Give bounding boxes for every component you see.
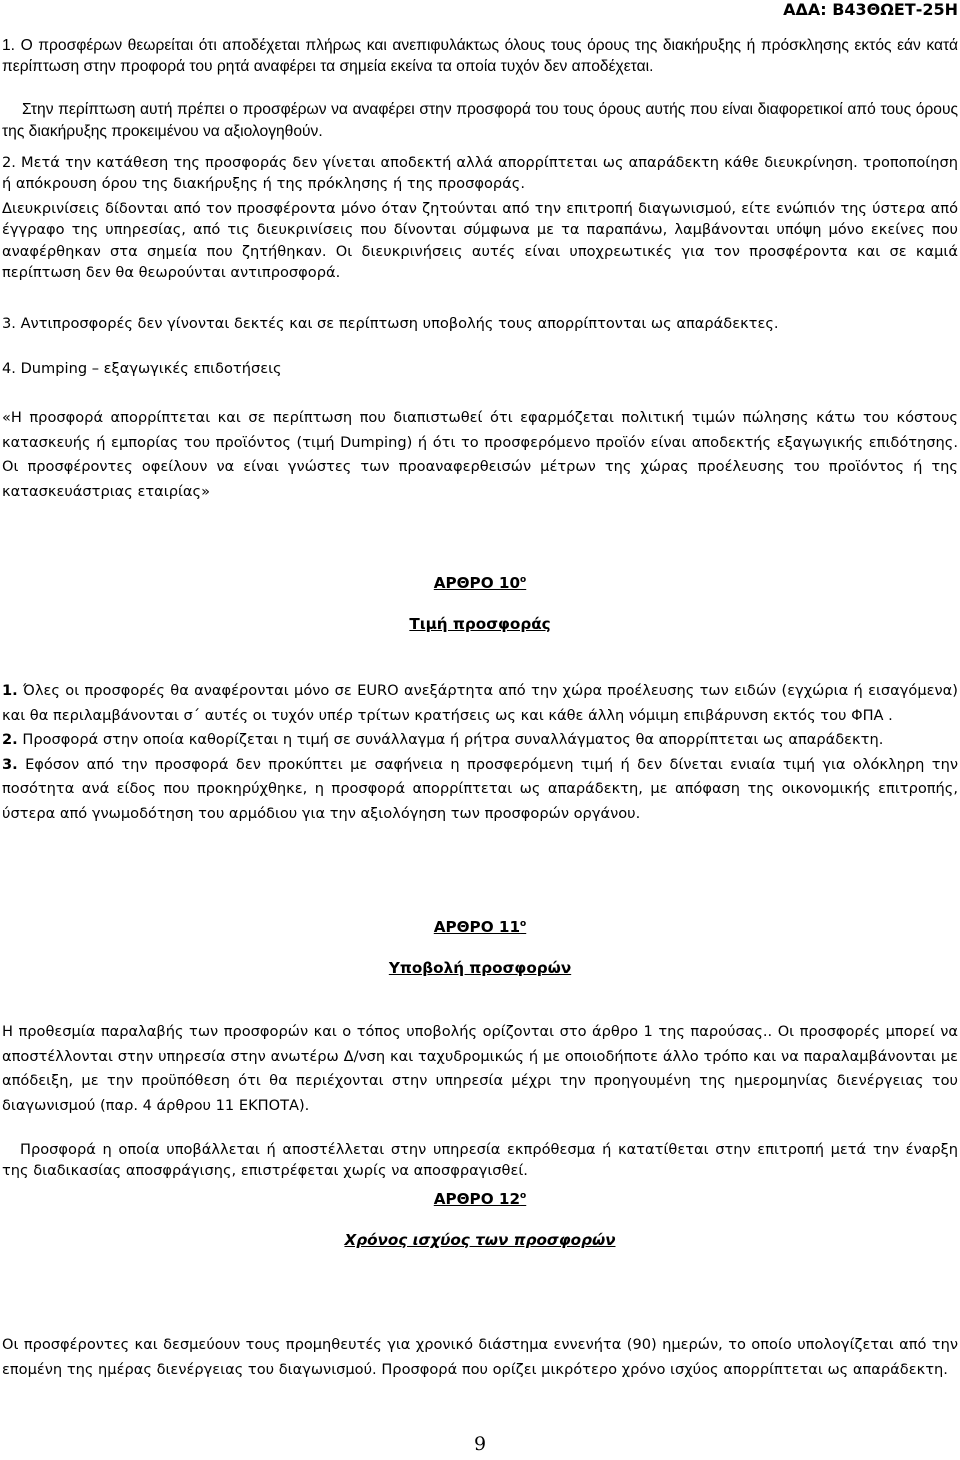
paragraph-clarifications: Διευκρινίσεις δίδονται από τον προσφέροντα μόνο όταν ζητούνται από την επιτροπή διαγωνισμού, είτε ενώπιόν της ύστερα από έγγραφο της υπηρεσίας, από τις διευκρινίσεις που δίνονται σύμφωνα με τα παραπάνω, λαμβάνονται υπόψη μόνο εκείνες που αναφέρθηκαν στα σημεία που ζητήθηκαν. Οι διευκρινήσεις αυτές είναι υποχρεωτικές για τον προσφέροντα και σε καμιά περίπτωση δεν θα θεωρούνται αντιπροσφορά.: [2, 200, 958, 281]
paragraph-dumping-title: 4. Dumping – εξαγωγικές επιδοτήσεις: [2, 360, 282, 377]
article-10-heading-text: ΑΡΘΡΟ 10: [433, 574, 521, 593]
paragraph-no-clarifications: 2. Μετά την κατάθεση της προσφοράς δεν γίνεται αποδεκτή αλλά απορρίπτεται ως απαράδεκτη κάθε διευκρίνηση. τροποποίηση ή απόκρουση όρου της διακήρυξης ή της πρόκλησης ή της προσφοράς.: [2, 154, 958, 192]
article-11-heading-text: ΑΡΘΡΟ 11: [433, 918, 521, 937]
item-number: 2.: [2, 731, 18, 749]
article-10-item: [2, 728, 958, 753]
article-11-paragraph-late-offers: Προσφορά η οποία υποβάλλεται ή αποστέλλεται στην υπηρεσία εκπρόθεσμα ή κατατίθεται στην επιτροπή μετά την έναρξη της διαδικασίας αποσφράγισης, επιστρέφεται χωρίς να αποσφραγισθεί.: [2, 1141, 958, 1179]
page-number: 9: [473, 1433, 487, 1455]
article-12-heading-sup: ο: [520, 1191, 527, 1201]
article-10-body: [2, 679, 958, 827]
paragraph-counter-offers: 3. Αντιπροσφορές δεν γίνονται δεκτές και σε περίπτωση υποβολής τους απορρίπτονται ως απαράδεκτες.: [2, 315, 779, 332]
article-12-subtitle: [0, 1229, 960, 1251]
article-12-subtitle-text: Χρόνος ισχύος των προσφορών: [344, 1231, 616, 1249]
article-11-subtitle: Υποβολή προσφορών: [388, 959, 572, 977]
document-code-header: ΑΔΑ: Β43ΘΩΕΤ-25Η: [783, 0, 958, 19]
article-11-heading: [0, 913, 960, 938]
article-10-item: [2, 679, 958, 728]
item-text: Εφόσον από την προσφορά δεν προκύπτει με σαφήνεια η προσφερόμενη τιμή ή δεν δίνεται ενιαία τιμή για ολόκληρη την ποσότητα ανά είδος που προκηρύχθηκε, η προσφορά απορρίπτεται ως απαράδεκτη, με απόφαση της οικονομικής επιτροπής, ύστερα από γνωμοδότηση του αρμόδιου για την αξιολόγηση των προσφορών οργάνου.: [2, 755, 958, 822]
article-11-heading-sup: ο: [520, 919, 527, 929]
article-12-paragraph-validity: Οι προσφέροντες και δεσμεύουν τους προμηθευτές για χρονικό διάστημα εννενήτα (90) ημερών, το οποίο υπολογίζεται από την επομένη της ημέρας διενέργειας του διαγωνισμού. Προσφορά που ορίζει μικρότερο χρόνο ισχύος απορρίπτεται ως απαράδεκτη.: [2, 1336, 958, 1378]
paragraph-dumping-text: «Η προσφορά απορρίπτεται και σε περίπτωση που διαπιστωθεί ότι εφαρμόζεται πολιτική τιμών πώλησης κάτω του κόστους κατασκευής ή εμπορίας του προϊόντος (τιμή Dumping) ή ότι το προσφερόμενο προϊόν είναι αποδεκτής εξαγωγικής επιδότησης. Οι προσφέροντες οφείλουν να είναι γνώστες των προαναφερθεισών μέτρων της χώρας προέλευσης του προϊόντος ή της κατασκευάστριας εταιρίας»: [2, 409, 958, 500]
item-text: Προσφορά στην οποία καθορίζεται η τιμή σε συνάλλαγμα ή ρήτρα συναλλάγματος θα απορρίπτεται ως απαράδεκτη.: [17, 731, 884, 749]
item-text: Όλες οι προσφορές θα αναφέρονται μόνο σε EURO ανεξάρτητα από την χώρα προέλευσης των ειδών (εγχώρια ή εισαγόμενα) και θα περιλαμβάνονται σ΄ αυτές οι τυχόν υπέρ τρίτων κρατήσεις ως και κάθε άλλη νόμιμη επιβάρυνση εκτός του ΦΠΑ .: [2, 682, 958, 724]
item-number: 1.: [2, 682, 18, 699]
article-10-item: [2, 753, 958, 827]
article-10-subtitle: Τιμή προσφοράς: [409, 615, 551, 633]
paragraph-acceptance-terms: 1. Ο προσφέρων θεωρείται ότι αποδέχεται πλήρως και ανεπιφυλάκτως όλους τους όρους της διακήρυξης ή πρόσκλησης εκτός εάν κατά περίπτωση στην προφορά του ρητά αναφέρει τα σημεία εκείνα τα οποία τυχόν δεν αποδέχεται.: [2, 37, 958, 75]
paragraph-different-terms: Στην περίπτωση αυτή πρέπει ο προσφέρων να αναφέρει στην προσφορά του τους όρους αυτής που είναι διαφορετικοί από τους όρους της διακήρυξης προκειμένου να αξιολογηθούν.: [2, 101, 958, 140]
article-11-paragraph-deadline: Η προθεσμία παραλαβής των προσφορών και ο τόπος υποβολής ορίζονται στο άρθρο 1 της παρούσας.. Οι προσφορές μπορεί να αποστέλλονται στην υπηρεσία στην ανωτέρω Δ/νση και ταχυδρομικώς ή με οποιοδήποτε άλλο τρόπο και να παραλαμβάνονται με απόδειξη, με την προϋπόθεση ότι θα περιέχονται στην υπηρεσία μέχρι την προηγουμένη της ημερομηνίας διενέργειας του διαγωνισμού (παρ. 4 άρθρου 11 ΕΚΠΟΤΑ).: [2, 1023, 958, 1114]
article-12-heading-text: ΑΡΘΡΟ 12: [433, 1190, 521, 1209]
article-10-heading: [0, 569, 960, 594]
item-number: 3.: [2, 755, 18, 773]
article-12-heading: [0, 1185, 960, 1210]
article-10-heading-sup: ο: [520, 575, 527, 585]
